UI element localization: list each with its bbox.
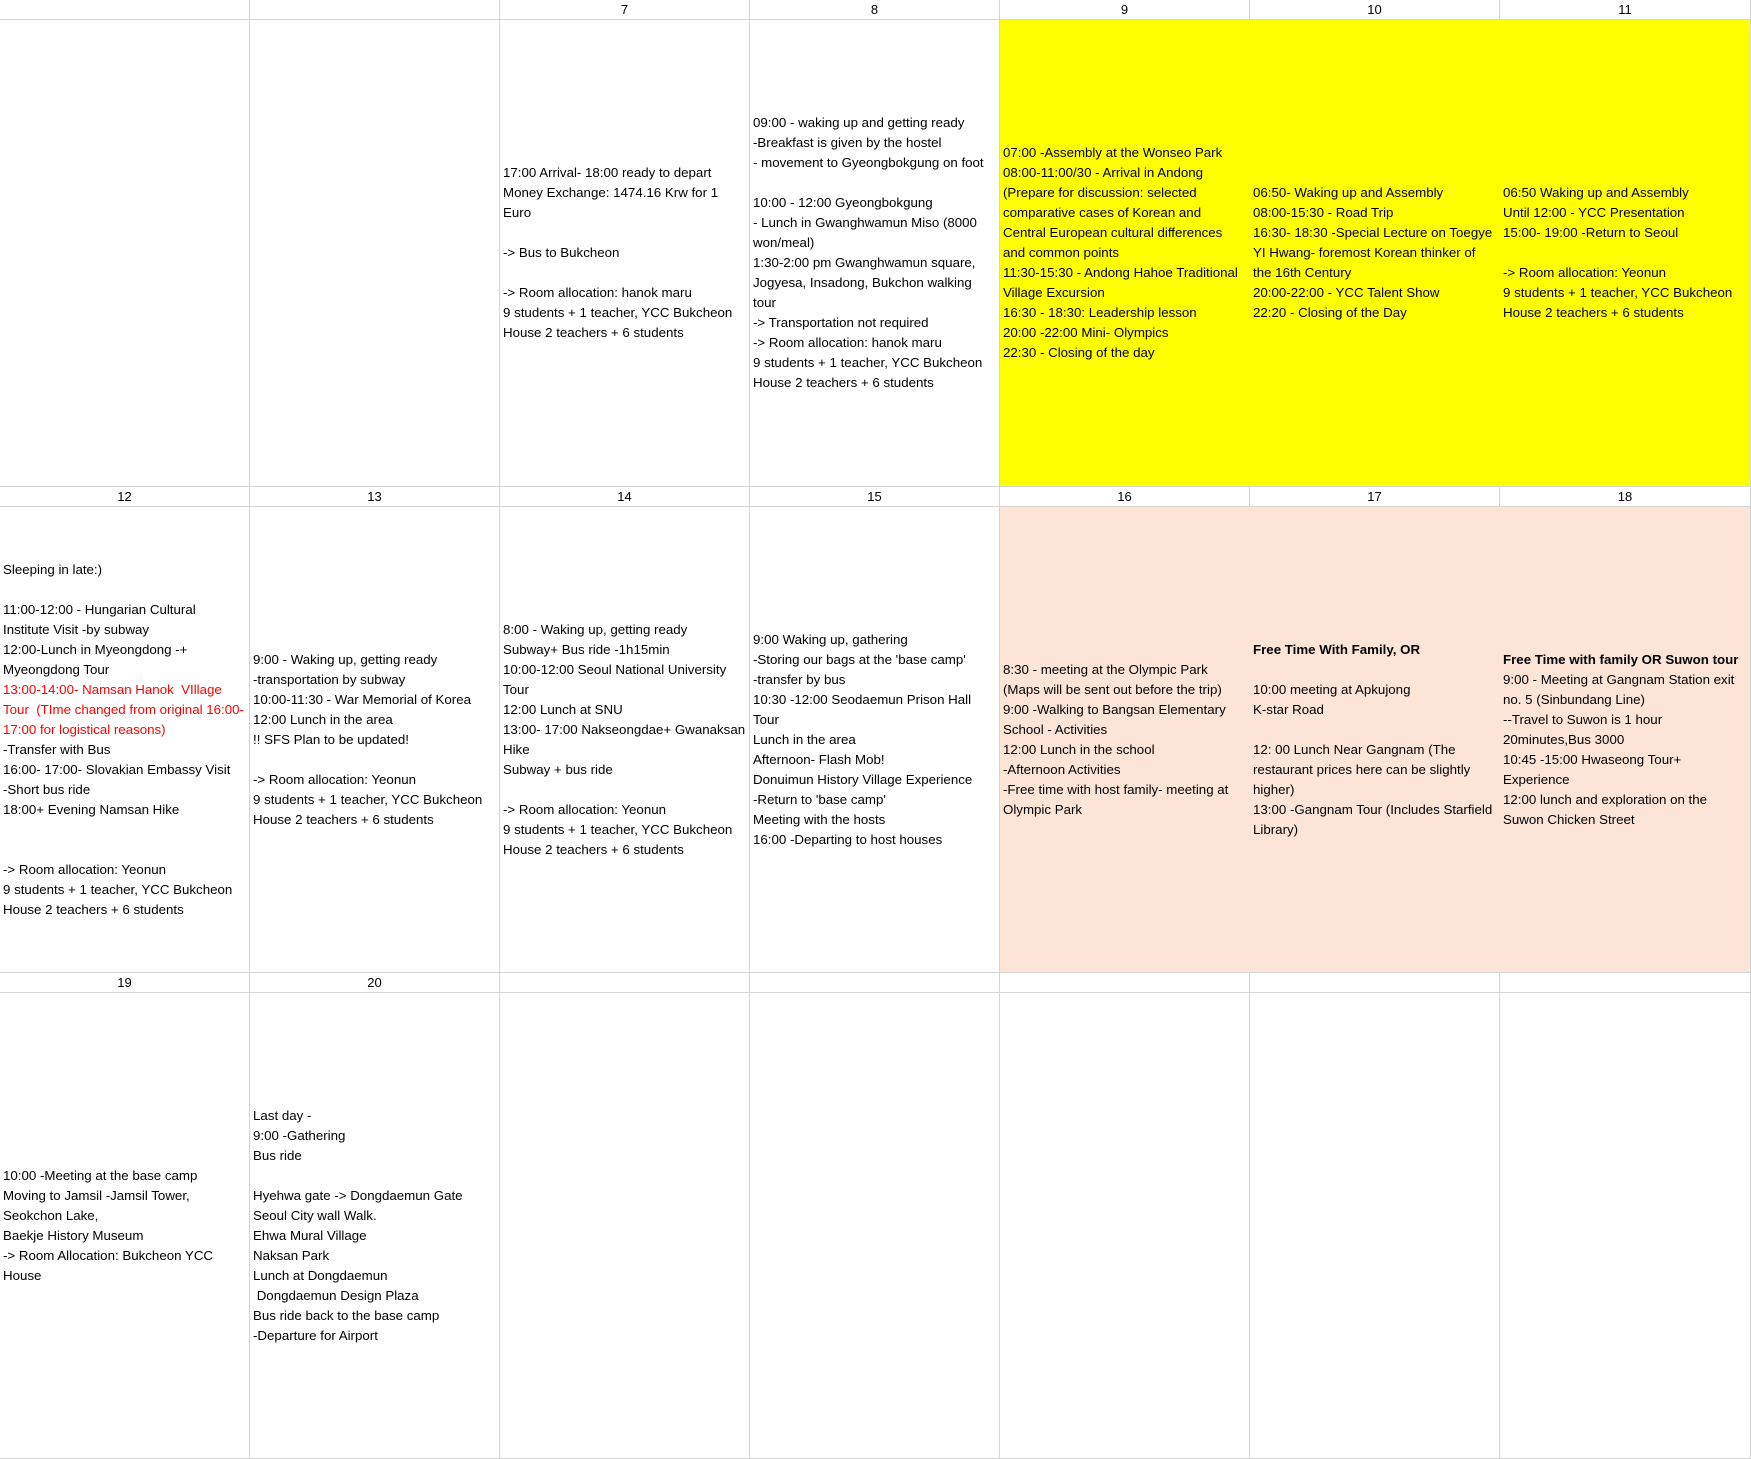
schedule-line: Until 12:00 - YCC Presentation <box>1503 205 1685 220</box>
schedule-cell[interactable] <box>1250 20 1500 487</box>
schedule-line: Seoul City wall Walk. <box>253 1207 377 1223</box>
schedule-line: -Departure for Airport <box>253 1327 378 1343</box>
schedule-line: Central European cultural differences <box>1003 225 1223 240</box>
day-header-cell[interactable] <box>0 0 250 20</box>
schedule-line: restaurant prices here can be slightly <box>1253 761 1471 777</box>
schedule-line: Afternoon- Flash Mob! <box>753 751 885 767</box>
schedule-line: -> Room allocation: Yeonun <box>1503 265 1667 280</box>
day-header-cell[interactable] <box>750 973 1000 993</box>
schedule-line: 11:00-12:00 - Hungarian Cultural <box>3 601 196 617</box>
cell-content <box>1250 183 1499 323</box>
schedule-line: 8:30 - meeting at the Olympic Park <box>1003 661 1208 677</box>
schedule-line: 15:00- 19:00 -Return to Seoul <box>1503 225 1679 240</box>
schedule-line: -Return to 'base camp' <box>753 791 886 807</box>
schedule-line: 08:00-11:00/30 - Arrival in Andong <box>1003 165 1204 180</box>
cell-content <box>1000 660 1249 820</box>
schedule-line <box>503 780 747 800</box>
schedule-line: Lunch at Dongdaemun <box>253 1267 388 1283</box>
schedule-line <box>3 580 247 600</box>
schedule-line: 06:50- Waking up and Assembly <box>1253 185 1444 200</box>
schedule-cell[interactable] <box>250 993 500 1459</box>
schedule-line: 12:00 Lunch in the area <box>253 711 393 727</box>
schedule-line: Seokchon Lake, <box>3 1207 99 1223</box>
schedule-line: and common points <box>1003 245 1120 260</box>
schedule-line: 11:30-15:30 - Andong Hahoe Traditional <box>1003 265 1238 280</box>
schedule-cell[interactable] <box>1500 20 1751 487</box>
cell-content <box>250 650 499 830</box>
schedule-line: House 2 teachers + 6 students <box>1503 305 1684 320</box>
schedule-line: 22:30 - Closing of the day <box>1003 345 1155 360</box>
schedule-line: -> Room allocation: hanok maru <box>753 335 942 350</box>
schedule-line: -Short bus ride <box>3 781 91 797</box>
cell-content <box>0 560 249 920</box>
schedule-line: --Travel to Suwon is 1 hour <box>1503 711 1663 727</box>
schedule-line: Olympic Park <box>1003 801 1083 817</box>
schedule-line: -> Room Allocation: Bukcheon YCC <box>3 1247 214 1263</box>
day-header-cell[interactable]: 16 <box>1000 487 1250 507</box>
schedule-line: Tour <box>753 711 779 727</box>
schedule-line: 9 students + 1 teacher, YCC Bukcheon <box>753 355 983 370</box>
schedule-line: 12:00 Lunch at SNU <box>503 701 623 717</box>
schedule-line: -> Transportation not required <box>753 315 929 330</box>
schedule-line: 9 students + 1 teacher, YCC Bukcheon <box>253 791 483 807</box>
schedule-line: House 2 teachers + 6 students <box>503 841 684 857</box>
schedule-line: Bus ride back to the base camp <box>253 1307 440 1323</box>
schedule-line: Hyehwa gate -> Dongdaemun Gate <box>253 1187 463 1203</box>
schedule-line: 9 students + 1 teacher, YCC Bukcheon <box>503 821 733 837</box>
schedule-line: -Transfer with Bus <box>3 741 111 757</box>
schedule-cell[interactable] <box>1000 993 1250 1459</box>
schedule-line: 9 students + 1 teacher, YCC Bukcheon <box>1503 285 1733 300</box>
schedule-cell[interactable] <box>500 20 750 487</box>
schedule-line: Ehwa Mural Village <box>253 1227 367 1243</box>
schedule-line: (Maps will be sent out before the trip) <box>1003 681 1222 697</box>
cell-content <box>0 1166 249 1286</box>
schedule-line: 22:20 - Closing of the Day <box>1253 305 1407 320</box>
schedule-line <box>3 840 247 860</box>
day-header-cell[interactable] <box>250 0 500 20</box>
day-header-cell[interactable] <box>500 973 750 993</box>
schedule-cell[interactable] <box>500 993 750 1459</box>
schedule-line <box>1253 720 1497 740</box>
schedule-line: Subway + bus ride <box>503 761 613 777</box>
schedule-line: Suwon Chicken Street <box>1503 811 1635 827</box>
schedule-line: - Lunch in Gwanghwamun Miso (8000 <box>753 215 977 230</box>
schedule-line: (Prepare for discussion: selected <box>1003 185 1197 200</box>
schedule-line <box>1503 243 1748 263</box>
schedule-line: 10:45 -15:00 Hwaseong Tour+ <box>1503 751 1682 767</box>
schedule-heading: Free Time with family OR Suwon tour <box>1503 651 1739 667</box>
schedule-line: 9:00 - Meeting at Gangnam Station exit <box>1503 671 1735 687</box>
cell-content <box>1500 183 1750 323</box>
schedule-cell[interactable] <box>750 20 1000 487</box>
schedule-line: House 2 teachers + 6 students <box>253 811 434 827</box>
schedule-line: 9:00 Waking up, gathering <box>753 631 908 647</box>
schedule-line: Sleeping in late:) <box>3 561 103 577</box>
schedule-cell[interactable] <box>0 507 250 973</box>
schedule-line: Experience <box>1503 771 1570 787</box>
cell-content <box>1000 143 1249 363</box>
schedule-line: 10:00 - 12:00 Gyeongbokgung <box>753 195 933 210</box>
schedule-cell[interactable] <box>250 20 500 487</box>
day-header-cell[interactable]: 17 <box>1250 487 1500 507</box>
schedule-line: 20:00 -22:00 Mini- Olympics <box>1003 325 1169 340</box>
schedule-line: 06:50 Waking up and Assembly <box>1503 185 1689 200</box>
schedule-note-red: 17:00 for logistical reasons) <box>3 721 166 737</box>
schedule-note-red: 13:00-14:00- Namsan Hanok VIllage <box>3 681 222 697</box>
schedule-line: -> Bus to Bukcheon <box>503 245 620 260</box>
schedule-line: 07:00 -Assembly at the Wonseo Park <box>1003 145 1223 160</box>
schedule-line: 9:00 - Waking up, getting ready <box>253 651 438 667</box>
schedule-line: Institute Visit -by subway <box>3 621 150 637</box>
schedule-line: - movement to Gyeongbokgung on foot <box>753 155 984 170</box>
day-header-cell[interactable]: 20 <box>250 973 500 993</box>
cell-content <box>1250 640 1499 840</box>
schedule-line: !! SFS Plan to be updated! <box>253 731 409 747</box>
schedule-line: the 16th Century <box>1253 265 1352 280</box>
day-header-cell[interactable]: 19 <box>0 973 250 993</box>
day-header-cell[interactable]: 7 <box>500 0 750 20</box>
schedule-line: YI Hwang- foremost Korean thinker of <box>1253 245 1476 260</box>
schedule-line: 9 students + 1 teacher, YCC Bukcheon <box>3 881 233 897</box>
schedule-line: 16:00- 17:00- Slovakian Embassy Visit <box>3 761 231 777</box>
schedule-line <box>253 750 497 770</box>
schedule-line: School - Activities <box>1003 721 1108 737</box>
schedule-line: 18:00+ Evening Namsan Hike <box>3 801 180 817</box>
schedule-line: Hike <box>503 741 530 757</box>
schedule-line: 16:30 - 18:30: Leadership lesson <box>1003 305 1197 320</box>
schedule-heading: Free Time With Family, OR <box>1253 641 1421 657</box>
schedule-line: 12: 00 Lunch Near Gangnam (The <box>1253 741 1456 757</box>
schedule-line: Dongdaemun Design Plaza <box>253 1287 419 1303</box>
schedule-line: 10:30 -12:00 Seodaemun Prison Hall <box>753 691 972 707</box>
day-header-cell[interactable]: 15 <box>750 487 1000 507</box>
schedule-line: House <box>3 1267 42 1283</box>
schedule-cell[interactable] <box>1500 507 1751 973</box>
schedule-line: 16:30- 18:30 -Special Lecture on Toegye <box>1253 225 1493 240</box>
schedule-line: 12:00 lunch and exploration on the <box>1503 791 1708 807</box>
schedule-line: -Afternoon Activities <box>1003 761 1121 777</box>
schedule-cell[interactable] <box>0 20 250 487</box>
schedule-line: tour <box>753 295 776 310</box>
schedule-line: -> Room allocation: Yeonun <box>253 771 417 787</box>
schedule-line: won/meal) <box>753 235 815 250</box>
day-header-cell[interactable] <box>1500 973 1751 993</box>
schedule-line: Euro <box>503 205 532 220</box>
schedule-line: -> Room allocation: hanok maru <box>503 285 692 300</box>
schedule-line: 9:00 -Gathering <box>253 1127 346 1143</box>
schedule-line: Bus ride <box>253 1147 302 1163</box>
schedule-line: 1:30-2:00 pm Gwanghwamun square, <box>753 255 976 270</box>
schedule-cell[interactable] <box>250 507 500 973</box>
schedule-cell[interactable] <box>1000 20 1250 487</box>
schedule-line: 13:00 -Gangnam Tour (Includes Starfield <box>1253 801 1493 817</box>
schedule-line <box>1253 660 1497 680</box>
schedule-cell[interactable] <box>750 993 1000 1459</box>
schedule-line <box>503 223 747 243</box>
schedule-line: -Storing our bags at the 'base camp' <box>753 651 966 667</box>
schedule-line: 08:00-15:30 - Road Trip <box>1253 205 1394 220</box>
schedule-line: Moving to Jamsil -Jamsil Tower, <box>3 1187 190 1203</box>
schedule-line: Last day - <box>253 1107 312 1123</box>
schedule-line: 9 students + 1 teacher, YCC Bukcheon <box>503 305 733 320</box>
day-header-cell[interactable]: 11 <box>1500 0 1751 20</box>
schedule-line: 17:00 Arrival- 18:00 ready to depart <box>503 165 712 180</box>
schedule-line: no. 5 (Sinbundang Line) <box>1503 691 1645 707</box>
schedule-line: Naksan Park <box>253 1247 330 1263</box>
cell-content <box>750 630 999 850</box>
schedule-cell[interactable] <box>0 993 250 1459</box>
schedule-line: Jogyesa, Insadong, Bukchon walking <box>753 275 972 290</box>
schedule-cell[interactable] <box>750 507 1000 973</box>
schedule-cell[interactable] <box>500 507 750 973</box>
schedule-line: 12:00-Lunch in Myeongdong -+ <box>3 641 188 657</box>
day-header-cell[interactable]: 14 <box>500 487 750 507</box>
schedule-cell[interactable] <box>1250 993 1500 1459</box>
schedule-line: Subway+ Bus ride -1h15min <box>503 641 670 657</box>
schedule-line: 9:00 -Walking to Bangsan Elementary <box>1003 701 1226 717</box>
day-header-cell[interactable]: 10 <box>1250 0 1500 20</box>
schedule-line: K-star Road <box>1253 701 1324 717</box>
cell-content <box>500 163 749 343</box>
day-header-cell[interactable]: 9 <box>1000 0 1250 20</box>
schedule-line: House 2 teachers + 6 students <box>753 375 934 390</box>
day-header-cell[interactable]: 8 <box>750 0 1000 20</box>
schedule-line: -transportation by subway <box>253 671 406 687</box>
schedule-line: Library) <box>1253 821 1299 837</box>
schedule-line <box>253 1166 497 1186</box>
schedule-line: Money Exchange: 1474.16 Krw for 1 <box>503 185 719 200</box>
day-header-cell[interactable]: 13 <box>250 487 500 507</box>
schedule-line: House 2 teachers + 6 students <box>3 901 184 917</box>
cell-content <box>1500 650 1750 830</box>
cell-content <box>250 1106 499 1346</box>
schedule-line: Meeting with the hosts <box>753 811 886 827</box>
schedule-line <box>503 263 747 283</box>
schedule-line: 8:00 - Waking up, getting ready <box>503 621 688 637</box>
schedule-line: Lunch in the area <box>753 731 856 747</box>
day-header-cell[interactable] <box>1250 973 1500 993</box>
schedule-line: 10:00 -Meeting at the base camp <box>3 1167 198 1183</box>
schedule-line: 20minutes,Bus 3000 <box>1503 731 1625 747</box>
schedule-cell[interactable] <box>1500 993 1751 1459</box>
schedule-line: 12:00 Lunch in the school <box>1003 741 1155 757</box>
day-header-cell[interactable]: 18 <box>1500 487 1751 507</box>
schedule-line: Donuimun History Village Experience <box>753 771 973 787</box>
schedule-note-red: Tour (TIme changed from original 16:00- <box>3 701 244 717</box>
day-header-cell[interactable] <box>1000 973 1250 993</box>
schedule-line: Baekje History Museum <box>3 1227 144 1243</box>
schedule-line: 16:00 -Departing to host houses <box>753 831 943 847</box>
schedule-line: comparative cases of Korean and <box>1003 205 1202 220</box>
schedule-line: -> Room allocation: Yeonun <box>503 801 667 817</box>
schedule-line: Village Excursion <box>1003 285 1105 300</box>
schedule-line: -Free time with host family- meeting at <box>1003 781 1229 797</box>
day-header-cell[interactable]: 12 <box>0 487 250 507</box>
schedule-line: -> Room allocation: Yeonun <box>3 861 167 877</box>
schedule-cell[interactable] <box>1000 507 1250 973</box>
schedule-line: Tour <box>503 681 529 697</box>
schedule-line <box>753 173 997 193</box>
cell-content <box>750 113 999 393</box>
schedule-line: 10:00 meeting at Apkujong <box>1253 681 1411 697</box>
schedule-line: Myeongdong Tour <box>3 661 110 677</box>
schedule-line: 10:00-11:30 - War Memorial of Korea <box>253 691 472 707</box>
schedule-line: -Breakfast is given by the hostel <box>753 135 942 150</box>
schedule-line: higher) <box>1253 781 1295 797</box>
schedule-line: 10:00-12:00 Seoul National University <box>503 661 727 677</box>
schedule-line: 13:00- 17:00 Nakseongdae+ Gwanaksan <box>503 721 746 737</box>
cell-content <box>500 620 749 860</box>
schedule-cell[interactable] <box>1250 507 1500 973</box>
schedule-line <box>3 820 247 840</box>
schedule-line: -transfer by bus <box>753 671 846 687</box>
schedule-line: House 2 teachers + 6 students <box>503 325 684 340</box>
schedule-line: 09:00 - waking up and getting ready <box>753 115 965 130</box>
schedule-line: 20:00-22:00 - YCC Talent Show <box>1253 285 1440 300</box>
